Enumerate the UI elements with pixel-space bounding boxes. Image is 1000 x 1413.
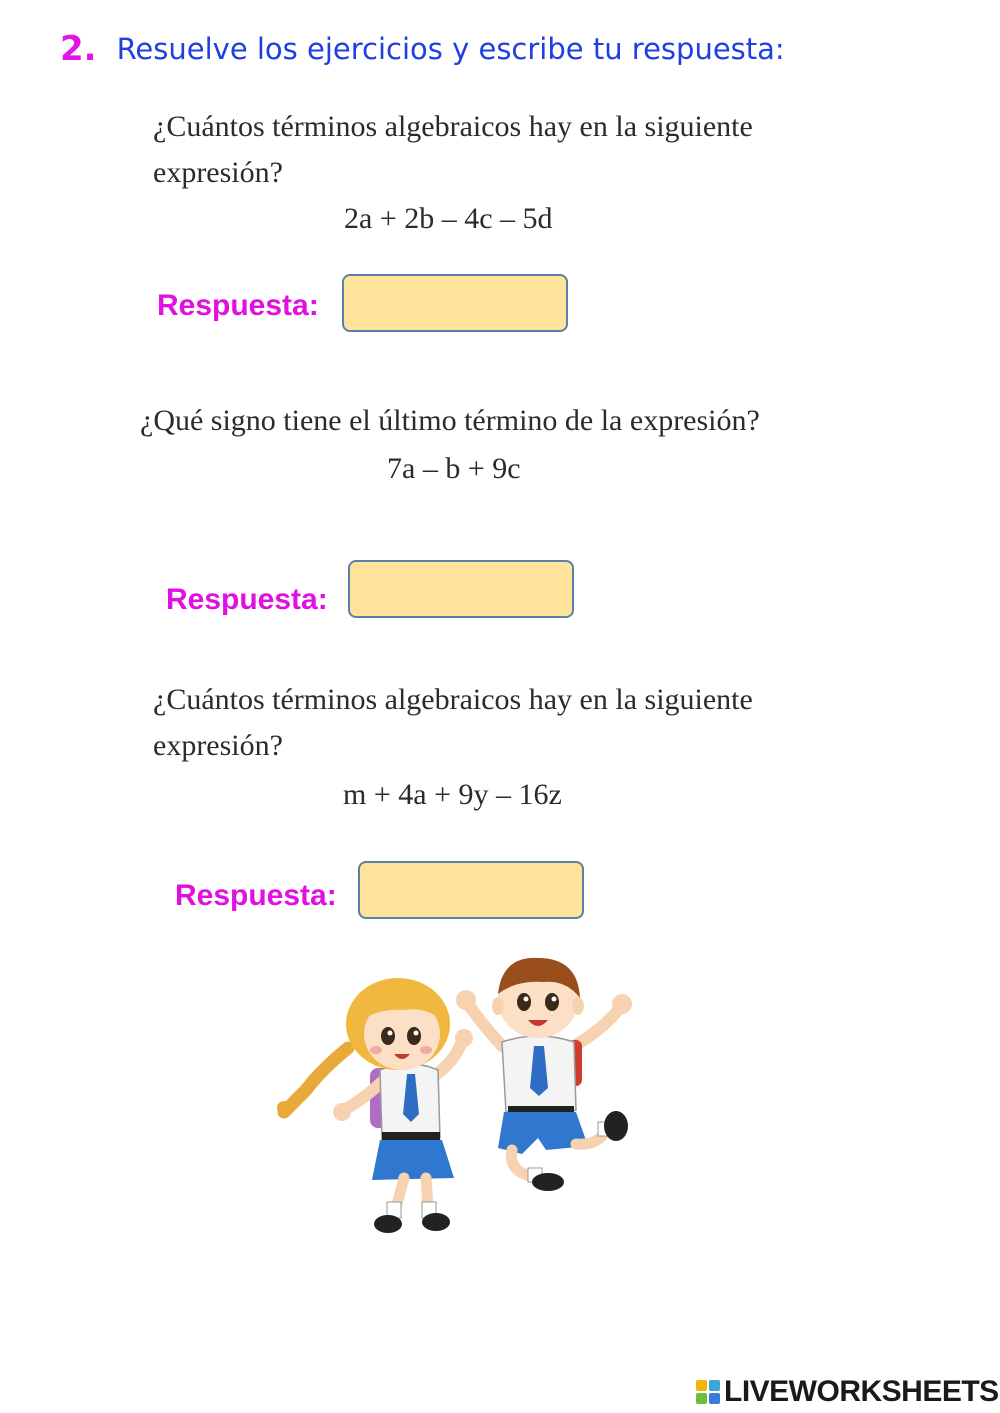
question-3-text: ¿Cuántos términos algebraicos hay en la siguiente expresión? [153,683,753,762]
question-1-expression: 2a + 2b – 4c – 5d [344,202,553,235]
question-2-text: ¿Qué signo tiene el último término de la expresión? [140,404,760,437]
question-1-text: ¿Cuántos términos algebraicos hay en la siguiente expresión? [153,110,753,189]
answer-2-label: Respuesta: [166,583,328,616]
liveworksheets-logo [696,1374,999,1410]
answer-2-input[interactable] [348,560,574,618]
exercise-number: 2. [60,29,97,69]
answer-1-input[interactable] [342,274,568,332]
liveworksheets-brand: LIVEWORKSHEETS [724,1375,999,1408]
answer-1-label: Respuesta: [157,289,319,322]
exercise-heading [60,24,785,74]
answer-3-label: Respuesta: [175,879,337,912]
answer-3-input[interactable] [358,861,584,919]
girl-figure [277,978,473,1233]
children-jumping-illustration [276,950,656,1240]
boy-figure [456,958,632,1191]
question-2-expression: 7a – b + 9c [387,452,521,485]
exercise-instruction: Resuelve los ejercicios y escribe tu respuesta: [116,32,785,66]
question-3-expression: m + 4a + 9y – 16z [343,778,562,811]
liveworksheets-logo-icon [696,1380,720,1404]
